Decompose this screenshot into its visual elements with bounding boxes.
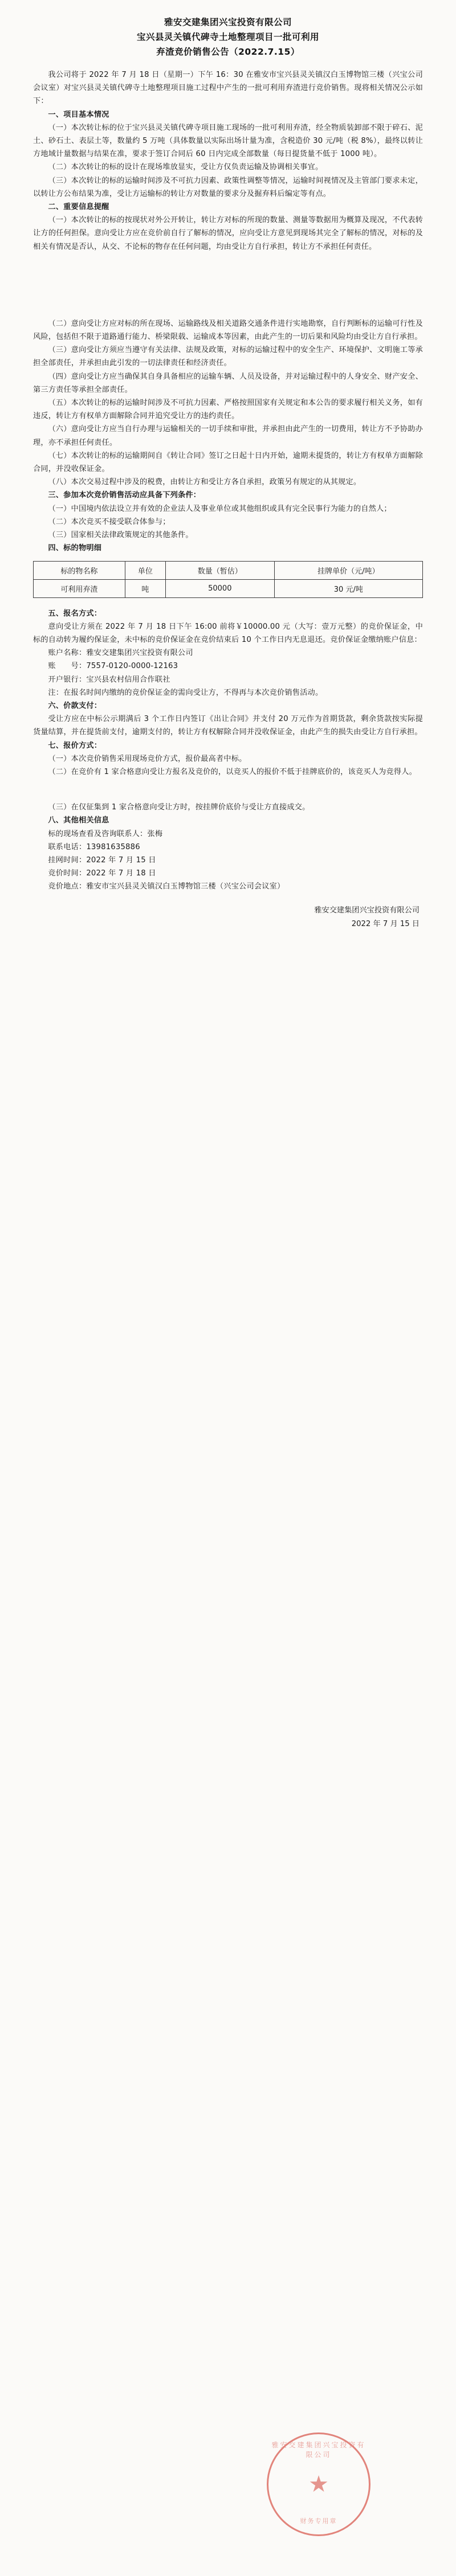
paragraph: 意向受让方须在 2022 年 7 月 18 日下午 16:00 前将￥10000.00 元（大写：壹万元整）的竞价保证金，中标的自动转为履约保证金，未中标的竞价保证金在竞价结束后 10 个工作日内无息退还。竞价保证金缴纳账户信息：	[33, 622, 423, 644]
table-cell: 50000	[165, 579, 274, 597]
table-header-cell: 标的物名称	[34, 561, 125, 579]
paragraph: 联系电话：13981635886	[48, 842, 140, 851]
table-header-cell: 单位	[125, 561, 165, 579]
title-line-3: 弃渣竞价销售公告（2022.7.15）	[156, 47, 300, 57]
seal-ring-text: 雅安交建集团兴宝投资有限公司	[271, 2441, 366, 2459]
document-title	[33, 15, 423, 59]
section-heading: 六、价款支付：	[48, 701, 102, 710]
goods-table	[33, 561, 423, 598]
section-heading: 八、其他相关信息	[48, 816, 109, 825]
table-header-cell: 挂牌单价（元/吨）	[274, 561, 422, 579]
seal-bottom-text: 财务专用章	[300, 2517, 337, 2525]
paragraph: 竞价时间：2022 年 7 月 18 日	[48, 869, 156, 878]
paragraph: 标的现场查看及咨询联系人：张梅	[48, 829, 163, 838]
spacer	[33, 779, 423, 792]
paragraph: （三）本次转让的标的运输时间涉及不可抗力因素、政策性调整等情况，运输时间视情况及主管部门要求未定，以转让方公布结果为准，受让方运输标的转让方对数量的要求分及掘弃料后编定等有点。	[33, 176, 423, 198]
paragraph: （一）本次转让标的位于宝兴县灵关镇代碑寺项目施工现场的一批可利用弃渣，经全物质装卸部不限于碎石、泥土、砂石土、表层土等，数量约 5 万吨（具体数量以实际出场计量为准，含税造价 30 元/吨（税 8%），最终以转让方地域计量数据与结果在准，要求于签订合同后 60 日内完成全部数量（每日提货量不低于 1000 吨）。	[33, 123, 423, 159]
paragraph: 挂网时间：2022 年 7 月 15 日	[48, 855, 156, 865]
signature-date: 2022 年 7 月 15 日	[351, 919, 420, 928]
paragraph: （二）在竞价有 1 家合格意向受让方报名及竞价的，以竞买人的报价不低于挂牌底价的，该竞买人为竞得人。	[48, 767, 417, 776]
paragraph: （三）国家相关法律政策规定的其他条件。	[48, 531, 193, 540]
paragraph: 受让方应在中标公示期满后 3 个工作日内签订《出让合同》并支付 20 万元作为首期货款，剩余货款按实际提货量结算，并在提货前支付，逾期支付的，转让方有权解除合同并没收保证金，由此产生的损失由受让方自行承担。	[33, 715, 423, 737]
paragraph: 账 号：7557-0120-0000-12163	[48, 662, 178, 671]
paragraph: （五）本次转让的标的运输时间涉及不可抗力因素、严格按照国家有关规定和本公告的要求履行相关义务，如有违反，转让方有权单方面解除合同并追究受让方的违约责任。	[33, 399, 423, 421]
paragraph: （三）在仅征集到 1 家合格意向受让方时，按挂牌价底价与受让方直接成交。	[48, 803, 310, 812]
table-row	[34, 579, 423, 597]
table-header-row	[34, 561, 423, 579]
table-cell: 可利用弃渣	[34, 579, 125, 597]
paragraph: 开户银行：宝兴县农村信用合作联社	[48, 675, 170, 684]
paragraph: 我公司将于 2022 年 7 月 18 日（星期一）下午 16：30 在雅安市宝兴县灵关镇汉白玉博物馆三楼（兴宝公司会议室）对宝兴县灵关镇代碑寺土地整理项目施工过程中产生的一批可利用弃渣进行竞价销售。现将相关情况公示如下：	[33, 71, 423, 106]
paragraph: （八）本次交易过程中涉及的税费，由转让方和受让方各自承担，政策另有规定的从其规定。	[48, 478, 361, 487]
section-heading: 三、参加本次竞价销售活动应具备下列条件：	[48, 491, 201, 500]
paragraph: （一）中国境内依法设立并有效的企业法人及事业单位或其他组织或具有完全民事行为能力的自然人；	[48, 504, 392, 513]
paragraph: （七）本次转让的标的运输期间自《转让合同》签订之日起十日内开始，逾期未提货的，转让方有权单方面解除合同，并没收保证金。	[33, 451, 423, 474]
blank-space	[33, 253, 423, 308]
paragraph: （六）意向受让方应当自行办理与运输相关的一切手续和审批，并承担由此产生的一切费用，转让方不予协助办理，亦不承担任何责任。	[33, 425, 423, 447]
table-header-cell: 数量（暂估）	[165, 561, 274, 579]
signature-block	[33, 904, 423, 931]
table-cell: 吨	[125, 579, 165, 597]
paragraph: （二）本次转让的标的设计在现场堆放显实，受让方仅负责运输及协调相关事宜。	[48, 163, 323, 172]
seal-star-icon: ★	[308, 2471, 329, 2497]
paragraph: （一）本次竞价销售采用现场竞价方式，报价最高者中标。	[48, 754, 247, 763]
title-line-1: 雅安交建集团兴宝投资有限公司	[164, 17, 292, 27]
body-section-2	[33, 317, 423, 555]
section-heading: 四、标的物明细	[48, 544, 102, 553]
section-heading: 一、项目基本情况	[48, 110, 109, 119]
paragraph: 注：在报名时间内缴纳的竞价保证金的需向受让方，不得再与本次竞价销售活动。	[48, 688, 323, 697]
section-heading: 七、报价方式：	[48, 741, 102, 750]
paragraph: 账户名称：雅安交建集团兴宝投资有限公司	[48, 649, 193, 658]
body-section-3	[33, 607, 423, 779]
signature-company: 雅安交建集团兴宝投资有限公司	[314, 906, 420, 915]
paragraph: （二）意向受让方应对标的所在现场、运输路线及相关道路交通条件进行实地勘察，自行判断标的运输可行性及风险，包括但不限于道路通行能力、桥梁限载、运输成本等因素，由此产生的一切后果和风险均由受让方自行承担。	[33, 319, 423, 342]
paragraph: （一）本次转让的标的按现状对外公开转让，转让方对标的所现的数量、测量等数据用为概算及现况，不代表转让方的任何担保。意向受让方应在竞价前自行了解标的情况，应向受让方意见到现场其完全了解标的情况，对标的及相关有情况是否认，从交、不论标的物存在任何问题，均由受让方自行承担，转让方不承担任何责任。	[33, 216, 423, 251]
body-section-4	[33, 801, 423, 893]
table-cell: 30 元/吨	[274, 579, 422, 597]
paragraph: （三）意向受让方须应当遵守有关法律、法规及政策，对标的运输过程中的安全生产、环境保护、文明施工等承担全部责任，并承担由此引发的一切法律责任和经济责任。	[33, 346, 423, 368]
section-heading: 五、报名方式：	[48, 609, 102, 618]
paragraph: （二）本次竞买不接受联合体参与；	[48, 517, 170, 526]
section-heading: 二、重要信息提醒	[48, 203, 109, 212]
paragraph: （四）意向受让方应当确保其自身具备相应的运输车辆、人员及设备，并对运输过程中的人身安全、财产安全、第三方责任等承担全部责任。	[33, 372, 423, 394]
paragraph: 竞价地点：雅安市宝兴县灵关镇汉白玉博物馆三楼（兴宝公司会议室）	[48, 882, 285, 891]
title-line-2: 宝兴县灵关镇代碑寺土地整理项目一批可利用	[136, 32, 319, 42]
company-seal-icon	[267, 2432, 370, 2536]
body-section-1	[33, 68, 423, 253]
